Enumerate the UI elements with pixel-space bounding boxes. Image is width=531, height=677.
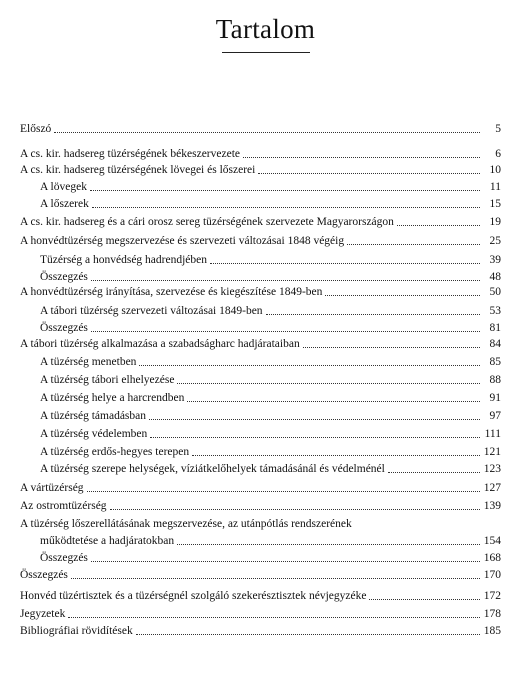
toc-entry [20, 214, 501, 229]
toc-entry-page: 123 [483, 463, 501, 475]
toc-entry [20, 461, 501, 476]
dot-leader [87, 491, 480, 492]
toc-entry [20, 533, 501, 548]
dot-leader [136, 634, 480, 635]
toc-entry-page: 81 [489, 322, 501, 334]
toc-entry-title: A honvédtüzérség irányítása, szervezése és kiegészítése 1849-ben [20, 286, 323, 298]
dot-leader [91, 331, 480, 332]
dot-leader [369, 599, 480, 600]
toc-entry-page: 19 [489, 216, 501, 228]
toc-entry-title: Összegzés [40, 552, 88, 564]
toc-entry [20, 252, 501, 267]
toc-entry-page: 139 [483, 500, 501, 512]
toc-entry-title: Tüzérség a honvédség hadrendjében [40, 254, 207, 266]
toc-entry-page: 121 [483, 446, 501, 458]
toc-entry [20, 408, 501, 423]
dot-leader [177, 383, 480, 384]
toc-entry-page: 50 [489, 286, 501, 298]
toc-entry [20, 606, 501, 621]
dot-leader [388, 472, 480, 473]
toc-entry [20, 269, 501, 284]
toc-entry [20, 196, 501, 211]
toc-entry-title: A honvédtüzérség megszervezése és szervezeti változásai 1848 végéig [20, 235, 345, 247]
dot-leader [139, 365, 480, 366]
toc-entry [20, 498, 501, 513]
toc-entry-page: 53 [489, 305, 501, 317]
toc-entry-page: 154 [483, 535, 501, 547]
toc-entry-page: 172 [483, 590, 501, 602]
toc-entry-title: A tüzérség támadásban [40, 410, 147, 422]
toc-entry-title: A tábori tüzérség szervezeti változásai 1849-ben [40, 305, 263, 317]
toc-entry [20, 320, 501, 335]
dot-leader [92, 207, 480, 208]
dot-leader [91, 280, 480, 281]
toc-entry-title: A tüzérség lőszerellátásának megszervezése, az utánpótlás rendszerének [20, 518, 352, 530]
toc-entry-title: Honvéd tüzértisztek és a tüzérségnél szolgáló szekerésztisztek névjegyzéke [20, 590, 367, 602]
toc-entry-page: 48 [489, 271, 501, 283]
dot-leader [192, 455, 480, 456]
toc-entry [20, 567, 501, 582]
dot-leader [68, 617, 480, 618]
dot-leader [110, 509, 480, 510]
toc-entry-title: Összegzés [20, 569, 68, 581]
dot-leader [71, 578, 480, 579]
toc-entry [20, 588, 501, 603]
toc-entry [20, 390, 501, 405]
toc-entry-title: A tüzérség szerepe helységek, víziátkelőhelyek támadásánál és védelménél [40, 463, 385, 475]
dot-leader [177, 544, 480, 545]
toc-entry-page: 5 [495, 123, 501, 135]
toc-entry-page: 170 [483, 569, 501, 581]
toc-entry [20, 336, 501, 351]
toc-entry [20, 444, 501, 459]
toc-entry-page: 84 [489, 338, 501, 350]
toc-entry-title: Bibliográfiai rövidítések [20, 625, 133, 637]
toc-entry-title: A tüzérség menetben [40, 356, 137, 368]
toc-entry-title: működtetése a hadjáratokban [40, 535, 175, 547]
toc-entry [20, 162, 501, 177]
toc-entry [20, 284, 501, 299]
toc-entry-page: 15 [489, 198, 501, 210]
toc-entry-page: 6 [495, 148, 501, 160]
toc-entry-page: 25 [489, 235, 501, 247]
dot-leader [266, 314, 480, 315]
toc-entry-title: Összegzés [40, 271, 88, 283]
toc-entry-title: A tüzérség helye a harcrendben [40, 392, 185, 404]
toc-entry [20, 426, 501, 441]
dot-leader [210, 263, 480, 264]
dot-leader [303, 347, 480, 348]
toc-entry-page: 178 [483, 608, 501, 620]
toc-entry-title: A tüzérség tábori elhelyezése [40, 374, 175, 386]
dot-leader [91, 561, 480, 562]
toc-entry [20, 179, 501, 194]
toc-entry-page: 111 [484, 428, 501, 440]
toc-entry-title: Előszó [20, 123, 52, 135]
dot-leader [397, 225, 480, 226]
toc-entry [20, 303, 501, 318]
toc-entry-title: A tüzérség védelemben [40, 428, 148, 440]
toc-entry-title: A tüzérség erdős-hegyes terepen [40, 446, 190, 458]
dot-leader [258, 173, 480, 174]
toc-entry-page: 91 [489, 392, 501, 404]
toc-entry-title: Jegyzetek [20, 608, 66, 620]
dot-leader [150, 437, 480, 438]
toc-entry [20, 516, 501, 531]
dot-leader [90, 190, 480, 191]
dot-leader [187, 401, 480, 402]
toc-entry-title: A cs. kir. hadsereg tüzérségének békeszervezete [20, 148, 240, 160]
toc-entry [20, 550, 501, 565]
toc-entry-page: 127 [483, 482, 501, 494]
toc-entry-title: A lőszerek [40, 198, 89, 210]
toc-entry-page: 88 [489, 374, 501, 386]
title-underline [222, 52, 310, 53]
toc-entry-page: 168 [483, 552, 501, 564]
toc-entry-title: A tábori tüzérség alkalmazása a szabadságharc hadjárataiban [20, 338, 300, 350]
toc-entry-title: A cs. kir. hadsereg tüzérségének lövegei és lőszerei [20, 164, 256, 176]
toc-entry [20, 121, 501, 136]
toc-entry-page: 185 [483, 625, 501, 637]
toc-entry [20, 480, 501, 495]
toc-entry-title: A vártüzérség [20, 482, 84, 494]
dot-leader [54, 132, 480, 133]
toc-entry-title: Összegzés [40, 322, 88, 334]
toc-entry-title: A lövegek [40, 181, 87, 193]
toc-entry [20, 623, 501, 638]
toc-entry [20, 372, 501, 387]
dot-leader [243, 157, 480, 158]
toc-entry-title: Az ostromtüzérség [20, 500, 107, 512]
toc-entry-title: A cs. kir. hadsereg és a cári orosz sereg tüzérségének szervezete Magyarországon [20, 216, 394, 228]
dot-leader [149, 419, 480, 420]
toc-entry [20, 354, 501, 369]
toc-entry-page: 39 [489, 254, 501, 266]
toc-entry-page: 97 [489, 410, 501, 422]
toc-entry [20, 233, 501, 248]
page-title: Tartalom [215, 14, 316, 44]
toc-entry-page: 11 [489, 181, 501, 193]
toc-entry [20, 146, 501, 161]
dot-leader [347, 244, 480, 245]
dot-leader [325, 295, 480, 296]
toc-entry-page: 10 [489, 164, 501, 176]
toc-entry-page: 85 [489, 356, 501, 368]
